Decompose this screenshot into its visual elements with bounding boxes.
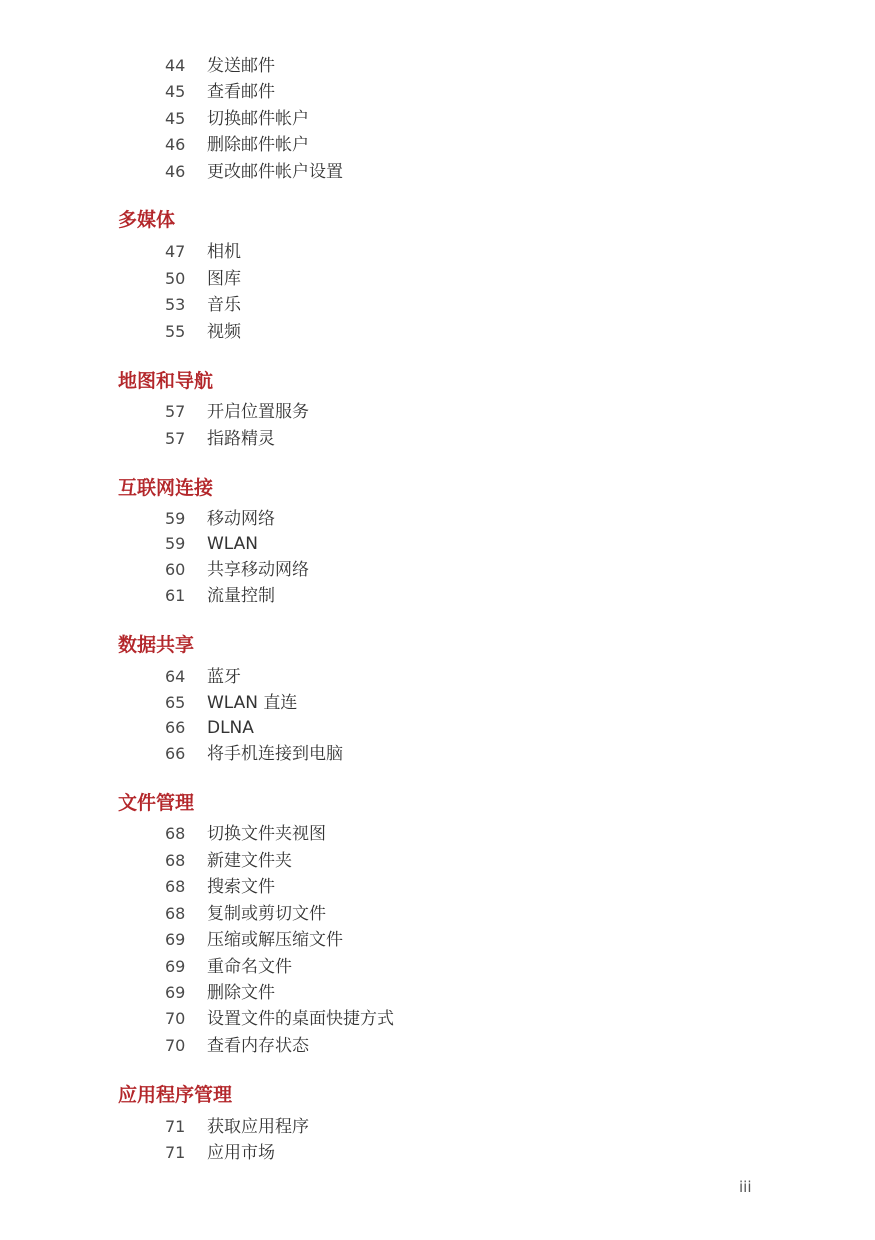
toc-page-number: 46 [165, 162, 186, 181]
toc-page-number: 53 [165, 295, 186, 314]
toc-page-number: 57 [165, 429, 186, 448]
toc-entry-title: 将手机连接到电脑 [207, 744, 343, 764]
toc-page-number: 55 [165, 322, 186, 341]
toc-page-number: 59 [165, 534, 186, 553]
toc-entry-title: 切换文件夹视图 [207, 824, 326, 844]
toc-page-number: 66 [165, 718, 186, 737]
toc-page-number: 64 [165, 667, 186, 686]
toc-entry-title: 视频 [207, 322, 241, 342]
toc-entry-title: 应用市场 [207, 1143, 275, 1163]
toc-page-number: 50 [165, 269, 186, 288]
toc-page-number: 45 [165, 109, 186, 128]
section-heading[interactable]: 多媒体 [118, 209, 176, 231]
toc-entry-title: 更改邮件帐户设置 [207, 162, 343, 182]
toc-page-number: 60 [165, 560, 186, 579]
toc-entry-title: 蓝牙 [207, 667, 241, 687]
page-number: iii [739, 1178, 752, 1196]
toc-page-number: 66 [165, 744, 186, 763]
toc-page-number: 45 [165, 82, 186, 101]
toc-page-number: 44 [165, 56, 186, 75]
toc-entry-title: 新建文件夹 [207, 851, 292, 871]
toc-entry-title: 重命名文件 [207, 957, 292, 977]
toc-entry-title: 指路精灵 [207, 429, 275, 449]
toc-entry-title: 开启位置服务 [207, 402, 309, 422]
toc-page-number: 65 [165, 693, 186, 712]
section-heading[interactable]: 互联网连接 [118, 477, 214, 499]
toc-page-number: 68 [165, 904, 186, 923]
toc-entry-title: 发送邮件 [207, 56, 275, 76]
toc-entry-title: 删除邮件帐户 [207, 135, 309, 155]
toc-page-number: 70 [165, 1009, 186, 1028]
section-heading[interactable]: 地图和导航 [118, 370, 214, 392]
toc-page-number: 61 [165, 586, 186, 605]
toc-entry-title: 复制或剪切文件 [207, 904, 326, 924]
toc-entry-title: 获取应用程序 [207, 1117, 309, 1137]
toc-page-number: 47 [165, 242, 186, 261]
toc-entry-title: 设置文件的桌面快捷方式 [207, 1009, 394, 1029]
toc-page-number: 46 [165, 135, 186, 154]
toc-page-number: 68 [165, 877, 186, 896]
toc-entry-title: DLNA [207, 718, 254, 738]
toc-page-number: 68 [165, 851, 186, 870]
toc-page-number: 68 [165, 824, 186, 843]
toc-entry-title: 删除文件 [207, 983, 275, 1003]
toc-page-number: 69 [165, 957, 186, 976]
toc-entry-title: 相机 [207, 242, 241, 262]
toc-entry-title: 查看邮件 [207, 82, 275, 102]
toc-page-number: 71 [165, 1143, 186, 1162]
toc-page-number: 71 [165, 1117, 186, 1136]
toc-page-number: 69 [165, 983, 186, 1002]
toc-page-number: 57 [165, 402, 186, 421]
toc-entry-title: 切换邮件帐户 [207, 109, 309, 129]
section-heading[interactable]: 应用程序管理 [118, 1084, 233, 1106]
toc-entry-title: 查看内存状态 [207, 1036, 309, 1056]
toc-entry-title: 压缩或解压缩文件 [207, 930, 343, 950]
toc-page-number: 69 [165, 930, 186, 949]
toc-entry-title: 移动网络 [207, 509, 275, 529]
toc-entry-title: 图库 [207, 269, 241, 289]
toc-entry-title: WLAN 直连 [207, 693, 298, 713]
section-heading[interactable]: 文件管理 [118, 792, 195, 814]
toc-entry-title: 共享移动网络 [207, 560, 309, 580]
section-heading[interactable]: 数据共享 [118, 634, 195, 656]
toc-entry-title: 搜索文件 [207, 877, 275, 897]
toc-entry-title: WLAN [207, 534, 259, 554]
toc-page-number: 59 [165, 509, 186, 528]
toc-entry-title: 音乐 [207, 295, 241, 315]
toc-page-number: 70 [165, 1036, 186, 1055]
toc-entry-title: 流量控制 [207, 586, 275, 606]
